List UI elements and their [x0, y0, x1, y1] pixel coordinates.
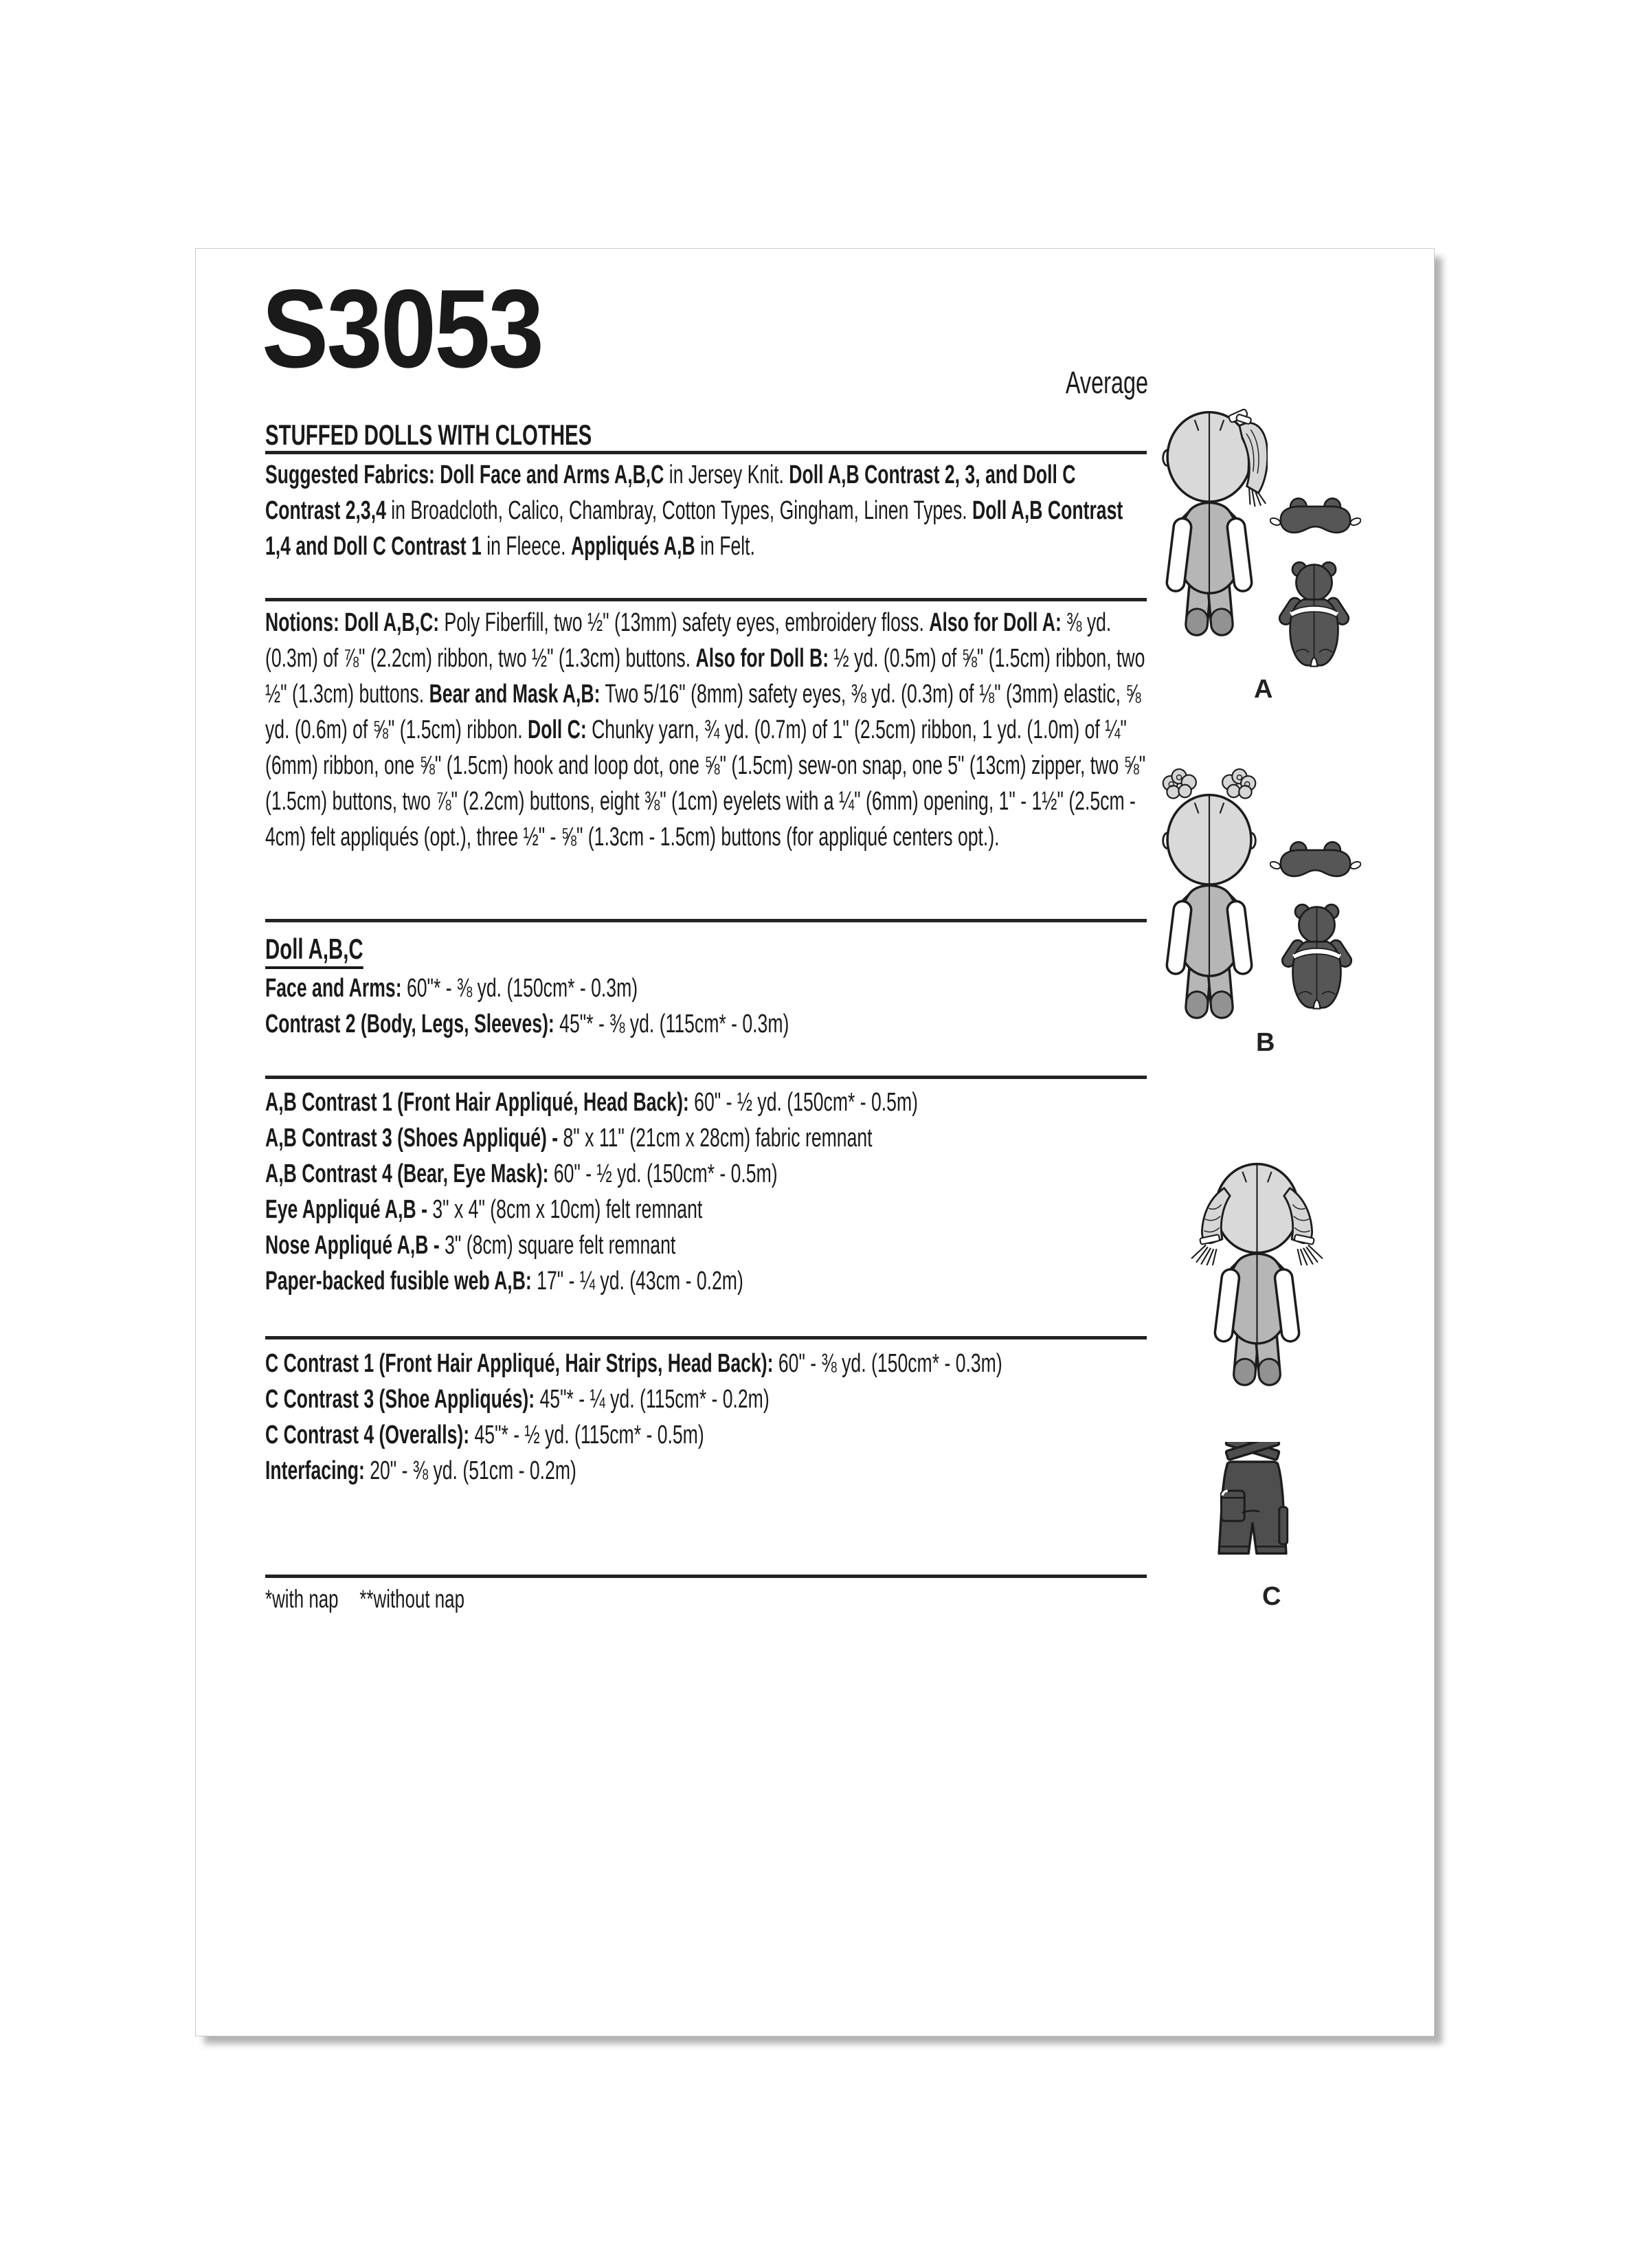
view-a-label: A — [1254, 675, 1273, 704]
yardage-line: A,B Contrast 3 (Shoes Appliqué) - 8" x 11" (21cm x 28cm) fabric remnant — [265, 1124, 873, 1153]
bear-eye-mask-a-illustration — [1270, 495, 1361, 540]
category-title: STUFFED DOLLS WITH CLOTHES — [265, 419, 592, 451]
section-divider — [265, 451, 1147, 454]
section-divider — [265, 919, 1147, 922]
section-divider — [265, 1575, 1147, 1578]
overalls-illustration — [1200, 1442, 1305, 1567]
teddy-bear-a-illustration — [1279, 558, 1349, 669]
doll-a-back-illustration — [1151, 408, 1268, 637]
yardage-line: C Contrast 1 (Front Hair Appliqué, Hair Strips, Head Back): 60" - ⅜ yd. (150cm* - 0.3m) — [265, 1349, 1002, 1378]
yardage-line: Eye Appliqué A,B - 3" x 4" (8cm x 10cm) felt remnant — [265, 1195, 703, 1224]
doll-b-back-illustration — [1151, 766, 1268, 1020]
yardage-line: C Contrast 3 (Shoe Appliqués): 45"* - ¼ yd. (115cm* - 0.2m) — [265, 1385, 770, 1414]
yardage-line: A,B Contrast 4 (Bear, Eye Mask): 60" - ½ yd. (150cm* - 0.5m) — [265, 1159, 778, 1188]
pattern-number: S3053 — [262, 267, 543, 391]
nap-footnotes — [265, 1586, 464, 1612]
view-ab-yardage-list — [265, 1085, 918, 1299]
bear-eye-mask-b-illustration — [1270, 838, 1361, 883]
teddy-bear-b-illustration — [1281, 900, 1352, 1011]
yardage-line: Contrast 2 (Body, Legs, Sleeves): 45"* - ⅜ yd. (115cm* - 0.3m) — [265, 1010, 789, 1038]
without-nap-footnote: **without nap — [359, 1585, 464, 1613]
doll-c-back-illustration — [1180, 1160, 1334, 1387]
yardage-line: C Contrast 4 (Overalls): 45"* - ½ yd. (115cm* - 0.5m) — [265, 1421, 704, 1449]
view-b-label: B — [1256, 1028, 1275, 1057]
section-divider — [265, 1336, 1147, 1339]
suggested-fabrics-paragraph: Suggested Fabrics: Doll Face and Arms A,B,C in Jersey Knit. Doll A,B Contrast 2, 3, and Doll C Contrast 2,3,4 in Broadcloth, Calico, Chambray, Cotton Types, Gingham, Linen Types. Doll A,B Contrast 1,4 and Doll C Contrast 1 in Fleece. Appliqués A,B in Felt. — [265, 460, 1123, 561]
yardage-line: Nose Appliqué A,B - 3" (8cm) square felt remnant — [265, 1231, 676, 1260]
view-c-yardage-list — [265, 1346, 1002, 1489]
envelope-page — [195, 248, 1435, 2036]
notions-paragraph: Notions: Doll A,B,C: Poly Fiberfill, two ½" (13mm) safety eyes, embroidery floss. Also for Doll A: ⅜ yd. (0.3m) of ⅞" (2.2cm) ribbon, two ½" (1.3cm) buttons. Also for Doll B: ½ yd. (0.5m) of ⅝" (1.5cm) ribbon, two ½" (1.3cm) buttons. Bear and Mask A,B: Two 5/16" (8mm) safety eyes, ⅜ yd. (0.3m) of ⅛" (3mm) elastic, ⅝ yd. (0.6m) of ⅝" (1.5cm) ribbon. Doll C: Chunky yarn, ¾ yd. (0.7m) of 1" (2.5cm) ribbon, 1 yd. (1.0m) of ¼" (6mm) ribbon, one ⅝" (1.5cm) hook and loop dot, one ⅝" (1.5cm) sew-on snap, one 5" (13cm) zipper, two ⅝" (1.5cm) buttons, two ⅞" (2.2cm) buttons, eight ⅜" (1cm) eyelets with a ¼" (6mm) opening, 1" - 1½" (2.5cm - 4cm) felt appliqués (opt.), three ½" - ⅝" (1.3cm - 1.5cm) buttons (for appliqué centers opt.). — [265, 608, 1146, 852]
doll-abc-yardage-list — [265, 970, 789, 1042]
yardage-line: Face and Arms: 60"* - ⅜ yd. (150cm* - 0.3m) — [265, 974, 638, 1003]
view-c-label: C — [1262, 1582, 1281, 1611]
yardage-line: Interfacing: 20" - ⅜ yd. (51cm - 0.2m) — [265, 1456, 576, 1485]
with-nap-footnote: *with nap — [265, 1585, 339, 1613]
yardage-line: Paper-backed fusible web A,B: 17" - ¼ yd. (43cm - 0.2m) — [265, 1267, 743, 1296]
doll-abc-section-heading — [265, 935, 363, 969]
yardage-line: A,B Contrast 1 (Front Hair Appliqué, Head Back): 60" - ½ yd. (150cm* - 0.5m) — [265, 1088, 918, 1117]
section-divider — [265, 598, 1147, 601]
doll-abc-heading-text: Doll A,B,C — [265, 935, 363, 969]
section-divider — [265, 1076, 1147, 1079]
difficulty-rating: Average — [1065, 365, 1148, 400]
